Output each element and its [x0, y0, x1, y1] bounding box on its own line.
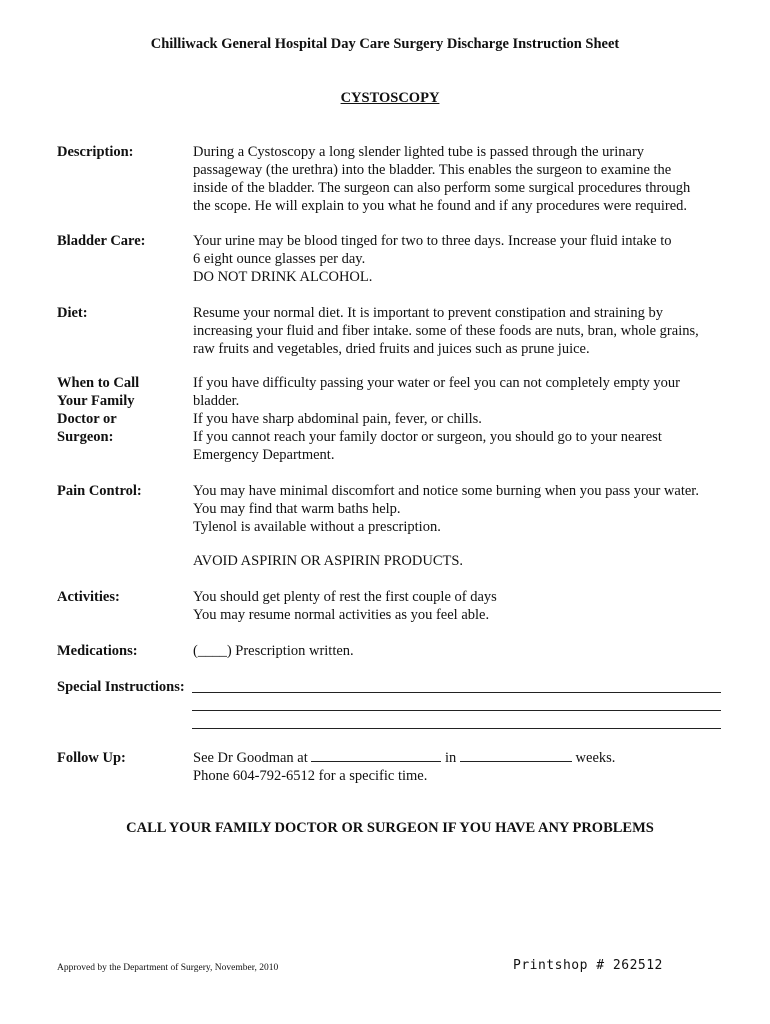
when-to-call-label-line: Doctor or: [57, 411, 117, 427]
description-line: inside of the bladder. The surgeon can also perform some surgical procedures through: [193, 180, 691, 196]
pain-control-text: [193, 482, 743, 536]
diet-text: [193, 304, 743, 358]
when-to-call-line: Emergency Department.: [193, 447, 335, 463]
in-text: in: [445, 750, 457, 766]
activities-line: You should get plenty of rest the first couple of days: [193, 589, 497, 605]
document-title: Chilliwack General Hospital Day Care Surgery Discharge Instruction Sheet: [150, 36, 620, 52]
when-to-call-text: [193, 374, 743, 464]
date-blank[interactable]: [311, 749, 441, 762]
description-line: the scope. He will explain to you what he found and if any procedures were required.: [193, 198, 688, 214]
follow-up-appointment-line: [193, 749, 743, 767]
description-line: During a Cystoscopy a long slender lighted tube is passed through the urinary: [193, 144, 645, 160]
pain-control-line: Tylenol is available without a prescription.: [193, 519, 441, 535]
activities-text: [193, 588, 743, 624]
when-to-call-line: bladder.: [193, 393, 240, 409]
when-to-call-label-line: Surgeon:: [57, 429, 114, 445]
phone-line: Phone 604-792-6512 for a specific time.: [193, 768, 428, 784]
special-instructions-line[interactable]: [192, 728, 721, 729]
see-doctor-text: See Dr Goodman at: [193, 750, 308, 766]
when-to-call-line: If you cannot reach your family doctor or surgeon, you should go to your nearest: [193, 429, 662, 445]
when-to-call-label: [57, 374, 139, 446]
activities-label: Activities:: [57, 589, 120, 605]
bladder-care-line: DO NOT DRINK ALCOHOL.: [193, 269, 373, 285]
diet-line: Resume your normal diet. It is important to prevent constipation and straining by: [193, 305, 663, 321]
bladder-care-text: [193, 232, 743, 286]
bladder-care-line: Your urine may be blood tinged for two to three days. Increase your fluid intake to: [193, 233, 672, 249]
when-to-call-line: If you have sharp abdominal pain, fever, or chills.: [193, 411, 482, 427]
bladder-care-line: 6 eight ounce glasses per day.: [193, 251, 366, 267]
diet-label: Diet:: [57, 305, 88, 321]
medications-text: (____) Prescription written.: [193, 643, 354, 659]
description-line: passageway (the urethra) into the bladder. This enables the surgeon to examine the: [193, 162, 672, 178]
follow-up-label: Follow Up:: [57, 750, 126, 766]
bladder-care-label: Bladder Care:: [57, 233, 146, 249]
weeks-blank[interactable]: [460, 749, 572, 762]
pain-control-line: You may find that warm baths help.: [193, 501, 401, 517]
weeks-text: weeks.: [575, 750, 616, 766]
document-subtitle: CYSTOSCOPY: [340, 90, 440, 106]
approved-note: Approved by the Department of Surgery, November, 2010: [57, 963, 279, 973]
special-instructions-line[interactable]: [192, 710, 721, 711]
activities-line: You may resume normal activities as you feel able.: [193, 607, 490, 623]
special-instructions-line[interactable]: [192, 692, 721, 693]
when-to-call-label-line: Your Family: [57, 393, 135, 409]
follow-up-text: [193, 749, 743, 785]
when-to-call-line: If you have difficulty passing your water or feel you can not completely empty your: [193, 375, 680, 391]
pain-control-line: You may have minimal discomfort and notice some burning when you pass your water.: [193, 483, 699, 499]
printshop-number: Printshop # 262512: [513, 958, 663, 973]
description-text: [193, 143, 743, 215]
description-label: Description:: [57, 144, 134, 160]
pain-control-label: Pain Control:: [57, 483, 142, 499]
special-instructions-label: Special Instructions:: [57, 679, 185, 695]
diet-line: raw fruits and vegetables, dried fruits and juices such as prune juice.: [193, 341, 590, 357]
call-doctor-notice: CALL YOUR FAMILY DOCTOR OR SURGEON IF YOU HAVE ANY PROBLEMS: [126, 820, 654, 836]
diet-line: increasing your fluid and fiber intake. some of these foods are nuts, bran, whole grains,: [193, 323, 699, 339]
aspirin-warning: AVOID ASPIRIN OR ASPIRIN PRODUCTS.: [193, 553, 464, 569]
when-to-call-label-line: When to Call: [57, 375, 140, 391]
medications-label: Medications:: [57, 643, 138, 659]
